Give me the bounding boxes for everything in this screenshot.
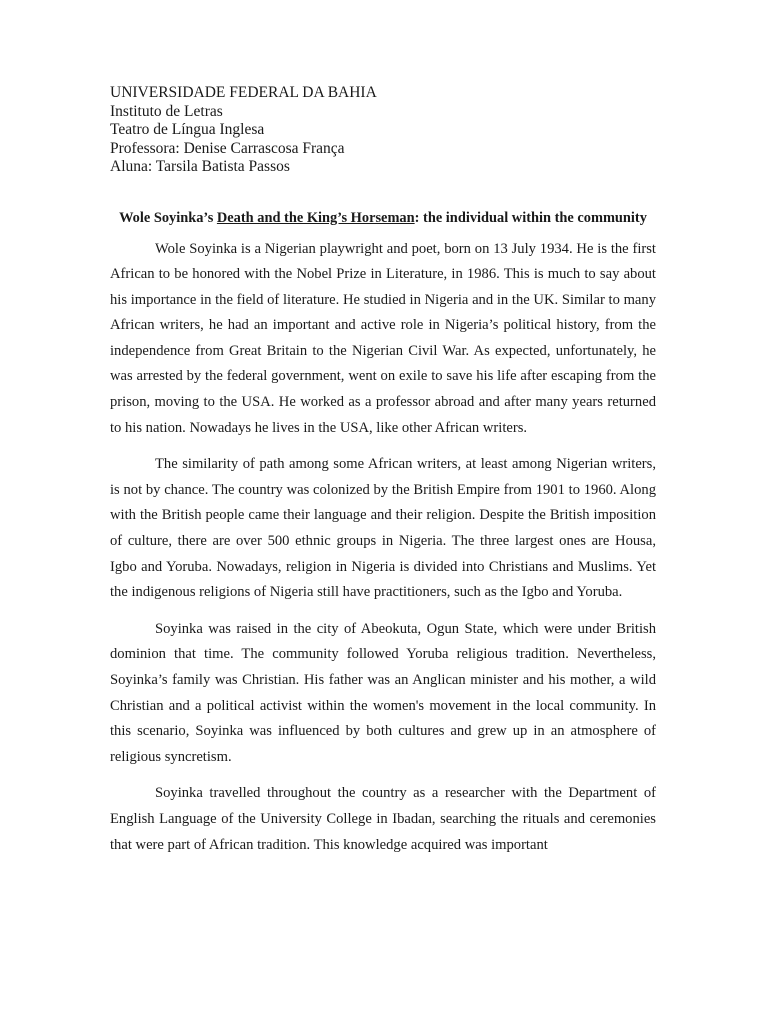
university-name: UNIVERSIDADE FEDERAL DA BAHIA (110, 84, 377, 101)
institute-name: Instituto de Letras (110, 102, 223, 120)
title-work-name: Death and the King’s Horseman (216, 209, 415, 226)
title-suffix: : the individual within the community (414, 209, 647, 226)
paragraph-3: Soyinka was raised in the city of Abeokuta, Ogun State, which were under British dominion that time. The community followed Yoruba religious tradition. Nevertheless, Soyinka’s family was Christian. His father was an Anglican minister and his mother, a wild Christian and a political activist within the women's movement in the local community. In this scenario, Soyinka was influenced by both cultures and grew up in an atmosphere of religious syncretism. (110, 620, 656, 765)
document-header (110, 84, 656, 177)
professor-name: Professora: Denise Carrascosa França (110, 139, 345, 157)
title-prefix: Wole Soyinka’s (119, 209, 217, 226)
paragraph-4: Soyinka travelled throughout the country as a researcher with the Department of English Language of the University College in Ibadan, searching the rituals and ceremonies that were part of African tradition. This knowledge acquired was important (110, 785, 656, 853)
student-name: Aluna: Tarsila Batista Passos (110, 158, 290, 175)
paragraph-2: The similarity of path among some African writers, at least among Nigerian writers, is not by chance. The country was colonized by the British Empire from 1901 to 1960. Along with the British people came their language and their religion. Despite the British imposition of culture, there are over 500 ethnic groups in Nigeria. The three largest ones are Housa, Igbo and Yoruba. Nowadays, religion in Nigeria is divided into Christians and Muslims. Yet the indigenous religions of Nigeria still have practitioners, such as the Igbo and Yoruba. (110, 456, 656, 601)
essay-body (110, 237, 656, 859)
course-name: Teatro de Língua Inglesa (110, 121, 265, 138)
paragraph-1: Wole Soyinka is a Nigerian playwright and poet, born on 13 July 1934. He is the first African to be honored with the Nobel Prize in Literature, in 1986. This is much to say about his importance in the field of literature. He studied in Nigeria and in the UK. Similar to many African writers, he had an important and active role in Nigeria’s political history, from the independence from Great Britain to the Nigerian Civil War. As expected, unfortunately, he was arrested by the federal government, went on exile to save his life after escaping from the prison, moving to the USA. He worked as a professor abroad and after many years returned to his nation. Nowadays he lives in the USA, like other African writers. (110, 240, 656, 436)
essay-title (110, 205, 656, 231)
